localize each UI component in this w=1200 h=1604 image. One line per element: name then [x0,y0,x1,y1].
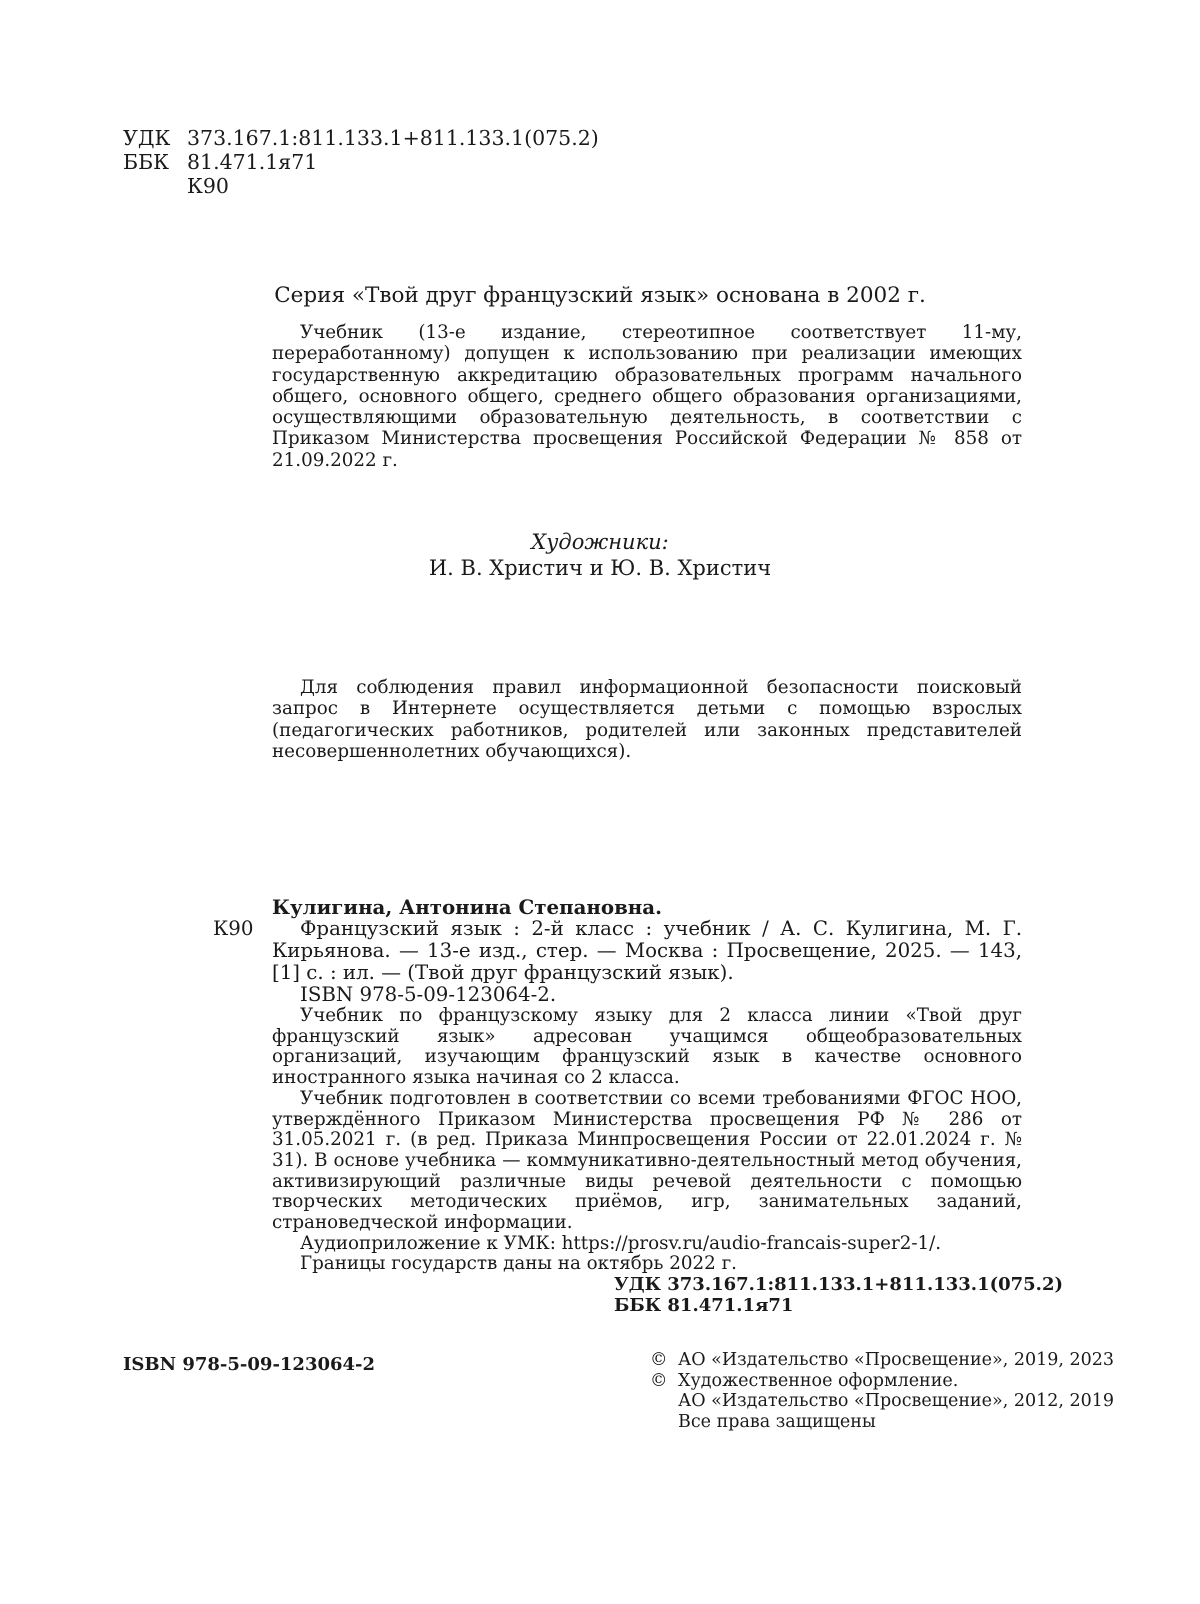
copyright-text-3: АО «Издательство «Просвещение», 2012, 2019 [678,1391,1115,1411]
artists-title: Художники: [531,530,669,554]
copyright-symbol: © [650,1370,668,1391]
copyright-block [650,1350,1114,1432]
copyright-line-4 [650,1412,1114,1433]
biblio-isbn: ISBN 978-5-09-123064-2. [300,983,557,1006]
copyright-line-3 [650,1391,1114,1412]
udk-row [123,126,599,150]
copyright-text-4: Все права защищены [678,1411,876,1432]
bottom-bbk: ББК 81.471.1я71 [614,1294,794,1316]
copyright-line-2 [650,1371,1114,1392]
bibliographic-record [272,896,1022,1275]
biblio-description: Французский язык : 2-й класс : учебник / А. С. Кулигина, М. Г. Кирьянова. — 13-е изд., стер. — Москва : Просвещение, 2025. — 143, [1] с. : ил. — (Твой друг французский язык). [272,917,1022,984]
biblio-audio: Аудиоприложение к УМК: https://prosv.ru/audio-francais-super2-1/. [300,1232,942,1254]
bottom-codes [614,1275,1063,1316]
udk-label: УДК [123,126,171,150]
bbk-row [123,150,599,174]
bottom-udk: УДК 373.167.1:811.133.1+811.133.1(075.2) [614,1274,1063,1295]
biblio-annotation-2: Учебник подготовлен в соответствии со всеми требованиями ФГОС НОО, утверждённого Приказом Министерства просвещения РФ № 286 от 31.05.2021 г. (в ред. Приказа Минпросвещения России от 22.01.2024 г. № 31). В основе учебника — коммуникативно-деятельностный метод обучения, активизирующий различные виды речевой деятельности с помощью творческих методических приёмов, игр, занимательных заданий, страноведческой информации. [272,1087,1022,1234]
biblio-code: К90 [213,917,254,940]
classification-codes [123,126,599,198]
copyright-line-1 [650,1350,1114,1371]
bbk-value: 81.471.1я71 [187,150,318,174]
series-line: Серия «Твой друг французский язык» основана в 2002 г. [274,283,926,308]
udk-value: 373.167.1:811.133.1+811.133.1(075.2) [187,126,599,150]
isbn-bottom: ISBN 978-5-09-123064-2 [123,1354,376,1375]
copyright-text-1: АО «Издательство «Просвещение», 2019, 2023 [678,1350,1115,1370]
safety-notice: Для соблюдения правил информационной безопасности поисковый запрос в Интернете осуществляется детьми с помощью взрослых (педагогических работников, родителей или законных представителей несовершеннолетних обучающихся). [272,677,1022,762]
approval-text: Учебник (13-е издание, стереотипное соответствует 11-му, переработанному) допущен к использованию при реализации имеющих государственную аккредитацию образовательных программ начального общего, основного общего, среднего общего образования организациями, осуществляющими образовательную деятельность, в соответствии с Приказом Министерства просвещения Российской Федерации № 858 от 21.09.2022 г. [272,322,1022,471]
artists-names: И. В. Христич и Ю. В. Христич [428,556,772,580]
author-mark: К90 [187,174,229,198]
author-mark-row [123,174,599,198]
biblio-annotation-1: Учебник по французскому языку для 2 класса линии «Твой друг французский язык» адресован учащимся общеобразовательных организаций, изучающим французский язык в качестве основного иностранного языка начиная со 2 класса. [272,1005,1022,1089]
biblio-borders: Границы государств даны на октябрь 2022 г. [300,1253,737,1275]
copyright-text-2: Художественное оформление. [678,1370,959,1391]
copyright-symbol: © [650,1350,668,1370]
bbk-label: ББК [123,150,169,174]
biblio-author: Кулигина, Антонина Степановна. [272,895,662,919]
